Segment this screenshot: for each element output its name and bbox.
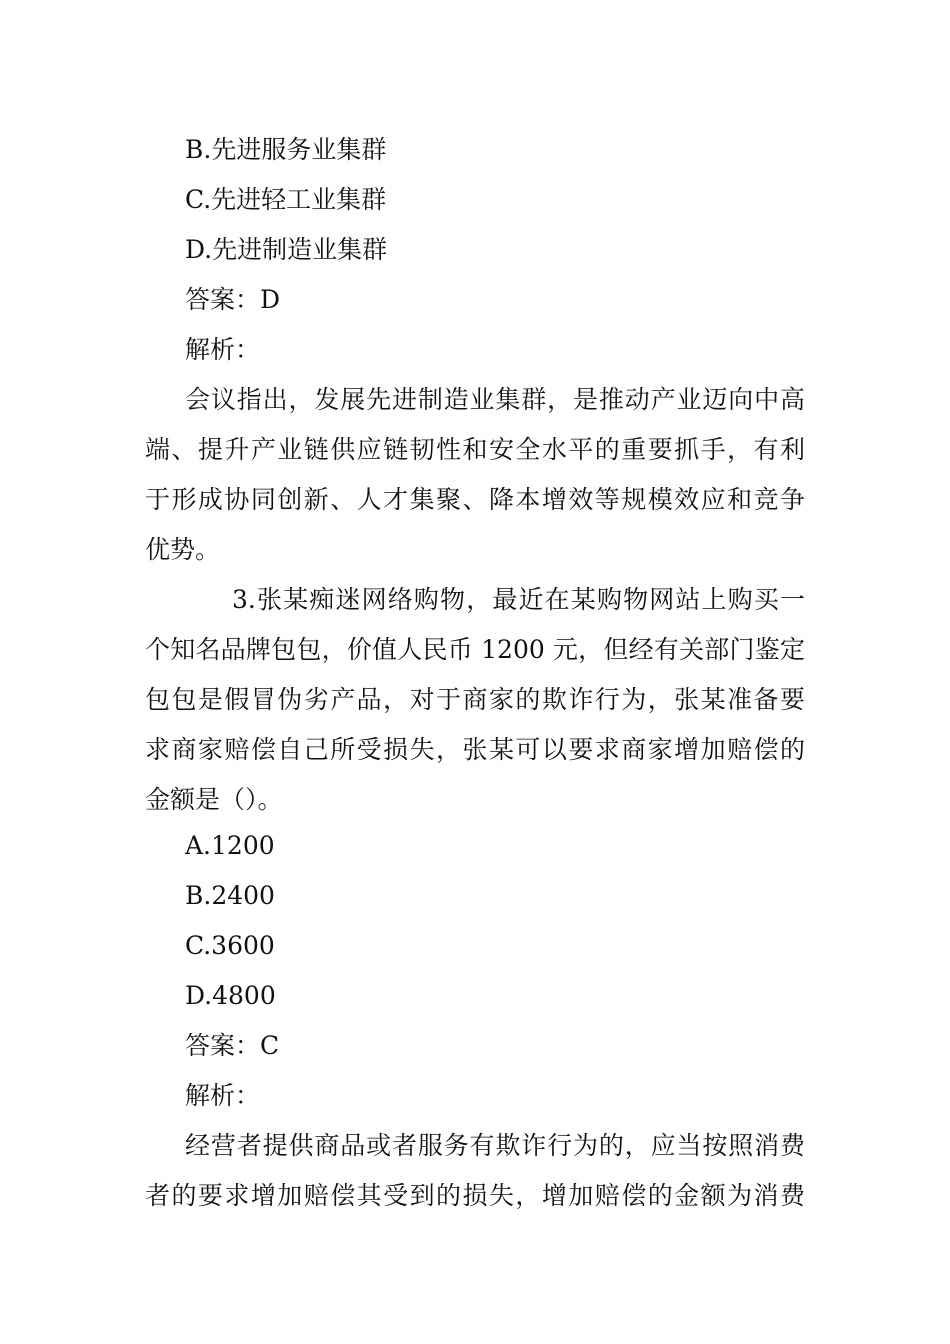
q3-analysis-line-1: 经营者提供商品或者服务有欺诈行为的，应当按照消费: [185, 1131, 805, 1160]
q3-option-b: B.2400: [185, 881, 275, 910]
analysis-line-2: 端、提升产业链供应链韧性和安全水平的重要抓手，有利: [145, 435, 805, 464]
q3-answer-line: 答案：C: [185, 1031, 280, 1060]
analysis-line-4: 优势。: [145, 535, 221, 564]
question-3-stem-line-3: 包包是假冒伪劣产品，对于商家的欺诈行为，张某准备要: [145, 685, 805, 714]
question-3-stem-line-1: 3.张某痴迷网络购物，最近在某购物网站上购买一: [232, 585, 805, 614]
analysis-label: 解析：: [185, 335, 261, 364]
answer-line: 答案：D: [185, 285, 281, 314]
q3-option-d: D.4800: [185, 981, 276, 1010]
analysis-line-3: 于形成协同创新、人才集聚、降本增效等规模效应和竞争: [145, 485, 805, 514]
q3-analysis-line-2: 者的要求增加赔偿其受到的损失，增加赔偿的金额为消费: [145, 1181, 805, 1210]
analysis-line-1: 会议指出，发展先进制造业集群，是推动产业迈向中高: [185, 385, 805, 414]
option-d: D.先进制造业集群: [185, 235, 388, 264]
question-3-stem-line-4: 求商家赔偿自己所受损失，张某可以要求商家增加赔偿的: [145, 735, 805, 764]
question-3-stem-line-2: 个知名品牌包包，价值人民币 1200 元，但经有关部门鉴定: [145, 635, 805, 664]
question-3-stem-line-5: 金额是（）。: [145, 785, 283, 814]
option-c: C.先进轻工业集群: [185, 185, 387, 214]
q3-option-a: A.1200: [185, 831, 275, 860]
q3-option-c: C.3600: [185, 931, 275, 960]
option-b: B.先进服务业集群: [185, 135, 387, 164]
q3-analysis-label: 解析：: [185, 1081, 261, 1110]
